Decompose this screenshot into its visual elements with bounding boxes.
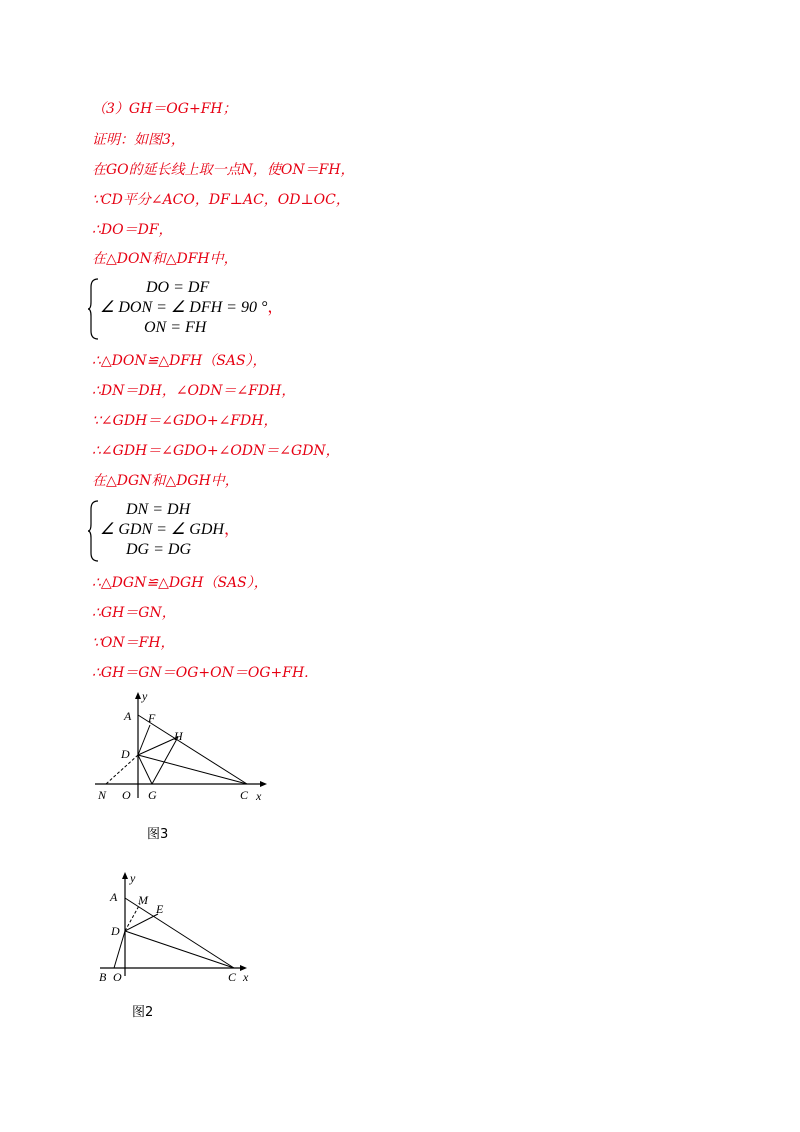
system2-comma: ， <box>223 521 240 538</box>
proof-line-proof-start: 证明：如图3， <box>92 132 185 148</box>
proof-line-congruent-1: ∴△DON≌△DFH（SAS）， <box>92 353 267 369</box>
fig3-label-y: y <box>142 689 148 703</box>
proof-line-given: ∵CD平分∠ACO，DF⊥AC，OD⊥OC， <box>92 192 350 208</box>
proof-line-in-triangles-2: 在△DGN和△DGH中， <box>92 473 239 489</box>
proof-line-conclusion: ∴GH＝GN＝OG+ON＝OG+FH. <box>92 665 309 681</box>
proof-line-angle-sum: ∵∠GDH＝∠GDO+∠FDH， <box>92 413 278 429</box>
figure-2-caption: 图2 <box>132 1005 154 1020</box>
system2-row2-text: ∠ GDN = ∠ GDH <box>100 521 224 538</box>
system2-row3: DG = DG <box>126 541 192 558</box>
system2-row1: DN = DH <box>126 501 191 518</box>
fig3-label-o: O <box>122 788 131 802</box>
brace-icon <box>88 500 100 562</box>
proof-line-do-df: ∴DO＝DF， <box>92 222 173 238</box>
fig2-label-o: O <box>113 970 122 984</box>
fig3-label-d: D <box>121 747 130 761</box>
proof-line-on-fh: ∵ON＝FH， <box>92 635 175 651</box>
brace-icon <box>88 278 100 340</box>
fig3-label-f: F <box>148 711 156 725</box>
system2-row2 <box>100 520 240 540</box>
proof-line-dn-dh: ∴DN＝DH，∠ODN＝∠FDH， <box>92 383 296 399</box>
fig3-label-n: N <box>98 788 107 802</box>
fig3-label-x: x <box>256 789 262 803</box>
system1-comma: ， <box>267 299 284 316</box>
proof-line-angle-equal: ∴∠GDH＝∠GDO+∠ODN＝∠GDN， <box>92 443 340 459</box>
fig2-label-a: A <box>110 890 118 904</box>
system1-row2 <box>100 298 283 318</box>
figure-3 <box>90 688 280 810</box>
fig2-label-c: C <box>228 970 237 984</box>
system1-row1: DO = DF <box>146 279 210 296</box>
proof-line-congruent-2: ∴△DGN≌△DGH（SAS）， <box>92 575 268 591</box>
proof-line-gh-gn: ∴GH＝GN， <box>92 605 176 621</box>
fig3-label-c: C <box>240 788 249 802</box>
proof-line-in-triangles-1: 在△DON和△DFH中， <box>92 251 238 267</box>
figure-3-caption: 图3 <box>147 827 169 842</box>
fig2-label-m: M <box>138 893 148 907</box>
figure-2 <box>90 868 270 990</box>
system1-row2-text: ∠ DON = ∠ DFH = 90 ° <box>100 299 268 316</box>
fig3-label-g: G <box>148 788 157 802</box>
fig2-label-d: D <box>111 924 120 938</box>
fig2-label-b: B <box>99 970 107 984</box>
system1-row3: ON = FH <box>144 319 207 336</box>
fig2-label-x: x <box>243 970 249 984</box>
fig2-label-e: E <box>156 902 164 916</box>
proof-line-construct-n: 在GO的延长线上取一点N，使ON＝FH， <box>92 162 355 178</box>
proof-line-part3: （3）GH＝OG+FH； <box>92 101 237 117</box>
fig3-label-h: H <box>174 729 183 743</box>
fig2-label-y: y <box>130 871 136 885</box>
fig3-label-a: A <box>124 709 132 723</box>
